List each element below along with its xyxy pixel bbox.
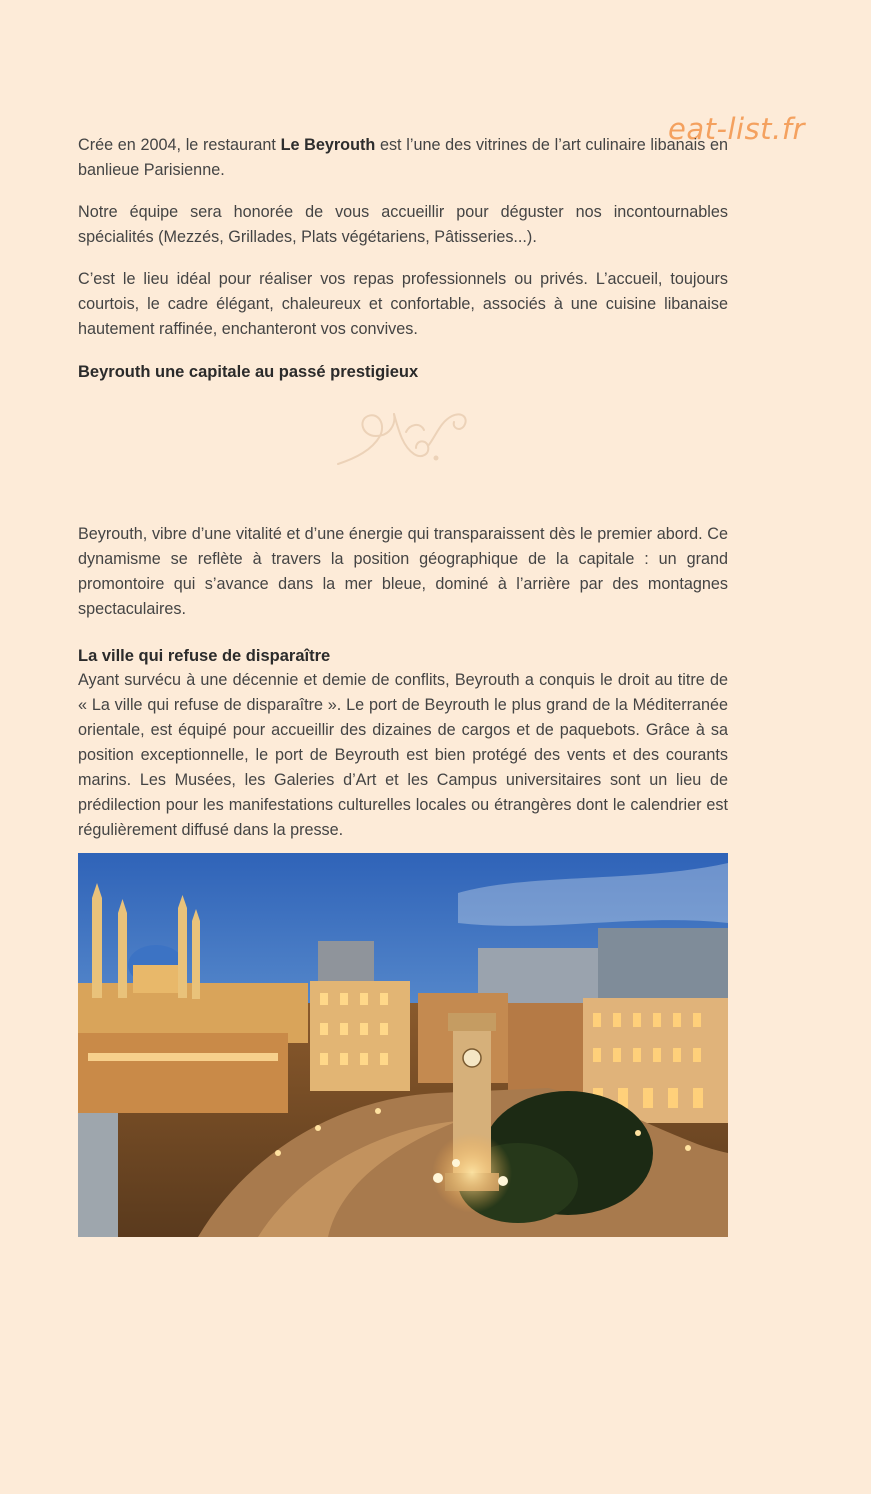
city-paragraph: Ayant survécu à une décennie et demie de conflits, Beyrouth a conquis le droit au titre de « La ville qui refuse de disparaître ». Le port de Beyrouth le plus grand de la Méditerranée orientale, est équipé pour accueillir des dizaines de cargos et de paquebots. Grâce à sa position exceptionnelle, le port de Beyrouth est bien protégé des vents et des courants marins. Les Musées, les Galeries d’Art et les Campus universitaires sont un lieu de prédilection pour les manifestations culturelles locales ou étrangères dont le calendrier est régulièrement diffusé dans la presse. xyxy=(78,671,728,839)
restaurant-name: Le Beyrouth xyxy=(280,136,376,154)
article-content xyxy=(78,133,728,843)
flourish-ornament-icon xyxy=(336,406,470,468)
team-paragraph: Notre équipe sera honorée de vous accueillir pour déguster nos incontournables spécialités (Mezzés, Grillades, Plats végétariens, Pâtisseries...). xyxy=(78,203,728,246)
site-watermark: eat-list.fr xyxy=(668,112,805,146)
intro-text-start: Crée en 2004, le restaurant xyxy=(78,136,281,154)
section-title-city: La ville qui refuse de disparaître xyxy=(78,647,331,665)
intro-text-end: est l’une des vitrines de l’art culinaire libanais en banlieue Parisienne. xyxy=(78,136,728,179)
venue-paragraph: C’est le lieu idéal pour réaliser vos repas professionnels ou privés. L’accueil, toujours courtois, le cadre élégant, chaleureux et confortable, associés à une cuisine libanaise hautement raffinée, enchanteront vos convives. xyxy=(78,270,728,338)
section-title-capital: Beyrouth une capitale au passé prestigieux xyxy=(78,363,419,381)
intro-paragraph xyxy=(78,133,728,183)
vitality-paragraph: Beyrouth, vibre d’une vitalité et d’une énergie qui transparaissent dès le premier abord. Ce dynamisme se reflète à travers la position géographique de la capitale : un grand promontoire qui s’avance dans la mer bleue, dominé à l’arrière par des montagnes spectaculaires. xyxy=(78,525,728,618)
beirut-city-photo xyxy=(78,853,728,1237)
